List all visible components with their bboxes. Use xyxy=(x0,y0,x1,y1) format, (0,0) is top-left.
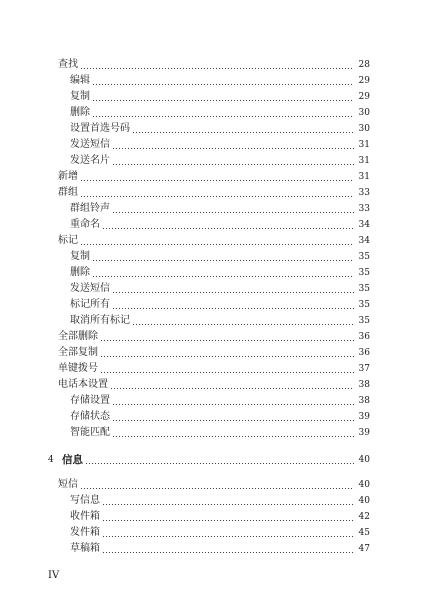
leader-dots xyxy=(92,276,354,277)
leader-dots xyxy=(110,388,354,389)
toc-entry-page: 37 xyxy=(358,364,370,374)
leader-dots xyxy=(102,552,354,553)
toc-entry-title: 电话本设置 xyxy=(58,379,108,390)
chapter-page: 40 xyxy=(358,455,370,465)
toc-entry-title: 群组 xyxy=(58,187,78,198)
toc-entry-title: 标记所有 xyxy=(70,299,110,310)
toc-entry-title: 标记 xyxy=(58,235,78,246)
toc-entry[interactable] xyxy=(70,423,370,439)
toc-entry-title: 查找 xyxy=(58,59,78,70)
toc-entry[interactable] xyxy=(70,119,370,135)
toc-entry-page: 42 xyxy=(358,512,370,522)
toc-entry[interactable] xyxy=(70,71,370,87)
toc-entry-page: 36 xyxy=(358,348,370,358)
toc-chapter-heading[interactable] xyxy=(48,450,370,466)
toc-entry-page: 28 xyxy=(358,60,370,70)
toc-entry-title: 写信息 xyxy=(70,495,100,506)
toc-entry-title: 取消所有标记 xyxy=(70,315,130,326)
toc-entry-page: 31 xyxy=(358,156,370,166)
leader-dots xyxy=(80,244,354,245)
leader-dots xyxy=(100,340,354,341)
leader-dots xyxy=(112,164,354,165)
toc-entry-page: 34 xyxy=(358,236,370,246)
leader-dots xyxy=(112,148,354,149)
toc-entry-title: 发送短信 xyxy=(70,283,110,294)
leader-dots xyxy=(80,488,354,489)
toc-entry[interactable] xyxy=(70,199,370,215)
toc-entry-page: 30 xyxy=(358,108,370,118)
toc-entry-title: 重命名 xyxy=(70,219,100,230)
toc-entry-page: 33 xyxy=(358,188,370,198)
toc-entry-title: 发送短信 xyxy=(70,139,110,150)
toc-entry-page: 31 xyxy=(358,172,370,182)
toc-entry[interactable] xyxy=(70,279,370,295)
leader-dots xyxy=(85,463,354,464)
toc-entry[interactable] xyxy=(70,215,370,231)
toc-entry-title: 群组铃声 xyxy=(70,203,110,214)
toc-entry-page: 40 xyxy=(358,480,370,490)
toc-entry-page: 29 xyxy=(358,76,370,86)
toc-entry-page: 40 xyxy=(358,496,370,506)
toc-entry-page: 39 xyxy=(358,412,370,422)
toc-entry-title: 删除 xyxy=(70,267,90,278)
toc-entry-page: 35 xyxy=(358,252,370,262)
toc-entry[interactable] xyxy=(70,523,370,539)
toc-entry-page: 35 xyxy=(358,300,370,310)
toc-entry-title: 设置首选号码 xyxy=(70,123,130,134)
toc-entry-title: 全部复制 xyxy=(58,347,98,358)
leader-dots xyxy=(92,116,354,117)
toc-entry[interactable] xyxy=(58,55,370,71)
toc-entry-page: 34 xyxy=(358,220,370,230)
toc-entry[interactable] xyxy=(70,311,370,327)
leader-dots xyxy=(112,404,354,405)
toc-entry[interactable] xyxy=(70,263,370,279)
toc-entry-title: 单键拨号 xyxy=(58,363,98,374)
toc-entry[interactable] xyxy=(70,507,370,523)
leader-dots xyxy=(92,100,354,101)
toc-entry[interactable] xyxy=(70,391,370,407)
toc-entry[interactable] xyxy=(58,167,370,183)
toc-entry[interactable] xyxy=(70,295,370,311)
toc-entry[interactable] xyxy=(58,359,370,375)
leader-dots xyxy=(102,536,354,537)
leader-dots xyxy=(102,228,354,229)
toc-entry[interactable] xyxy=(70,407,370,423)
toc-entry-title: 新增 xyxy=(58,171,78,182)
toc-entry[interactable] xyxy=(58,375,370,391)
leader-dots xyxy=(100,356,354,357)
leader-dots xyxy=(112,308,354,309)
toc-entry-page: 45 xyxy=(358,528,370,538)
toc-entry-page: 47 xyxy=(358,544,370,554)
page-number: IV xyxy=(48,570,60,581)
toc-entry[interactable] xyxy=(70,491,370,507)
leader-dots xyxy=(80,196,354,197)
toc-entry-page: 35 xyxy=(358,284,370,294)
toc-entry[interactable] xyxy=(70,247,370,263)
toc-entry[interactable] xyxy=(58,183,370,199)
leader-dots xyxy=(112,292,354,293)
leader-dots xyxy=(80,180,354,181)
toc-entry[interactable] xyxy=(58,327,370,343)
toc-entry-title: 短信 xyxy=(58,479,78,490)
leader-dots xyxy=(112,436,354,437)
leader-dots xyxy=(102,520,354,521)
toc-entry[interactable] xyxy=(70,151,370,167)
toc-entry-title: 存储状态 xyxy=(70,411,110,422)
leader-dots xyxy=(100,372,354,373)
leader-dots xyxy=(132,132,354,133)
toc-entry-page: 30 xyxy=(358,124,370,134)
toc-entry[interactable] xyxy=(70,135,370,151)
toc-entry-title: 发送名片 xyxy=(70,155,110,166)
toc-entry[interactable] xyxy=(70,103,370,119)
toc-entry-title: 存储设置 xyxy=(70,395,110,406)
toc-entry-title: 复制 xyxy=(70,251,90,262)
leader-dots xyxy=(92,260,354,261)
leader-dots xyxy=(112,420,354,421)
toc-entry-page: 38 xyxy=(358,380,370,390)
toc-entry-title: 全部删除 xyxy=(58,331,98,342)
toc-entry-title: 智能匹配 xyxy=(70,427,110,438)
toc-entry[interactable] xyxy=(70,539,370,555)
toc-entry-page: 35 xyxy=(358,268,370,278)
toc-entry-page: 38 xyxy=(358,396,370,406)
leader-dots xyxy=(80,68,354,69)
toc-entry-page: 35 xyxy=(358,316,370,326)
toc-entry-title: 编辑 xyxy=(70,75,90,86)
toc-entry-title: 收件箱 xyxy=(70,511,100,522)
toc-entry-title: 发件箱 xyxy=(70,527,100,538)
leader-dots xyxy=(132,324,354,325)
toc-entry[interactable] xyxy=(58,231,370,247)
leader-dots xyxy=(92,84,354,85)
toc-entry[interactable] xyxy=(58,475,370,491)
toc-entry-page: 31 xyxy=(358,140,370,150)
chapter-number: 4 xyxy=(48,455,54,465)
leader-dots xyxy=(102,504,354,505)
toc-entry[interactable] xyxy=(58,343,370,359)
toc-entry-page: 36 xyxy=(358,332,370,342)
toc-entry-page: 33 xyxy=(358,204,370,214)
toc-entry-page: 29 xyxy=(358,92,370,102)
toc-entry-title: 复制 xyxy=(70,91,90,102)
leader-dots xyxy=(112,212,354,213)
toc-entry[interactable] xyxy=(70,87,370,103)
toc-entry-title: 删除 xyxy=(70,107,90,118)
chapter-title: 信息 xyxy=(62,454,83,466)
toc-entry-title: 草稿箱 xyxy=(70,543,100,554)
toc-entry-page: 39 xyxy=(358,428,370,438)
